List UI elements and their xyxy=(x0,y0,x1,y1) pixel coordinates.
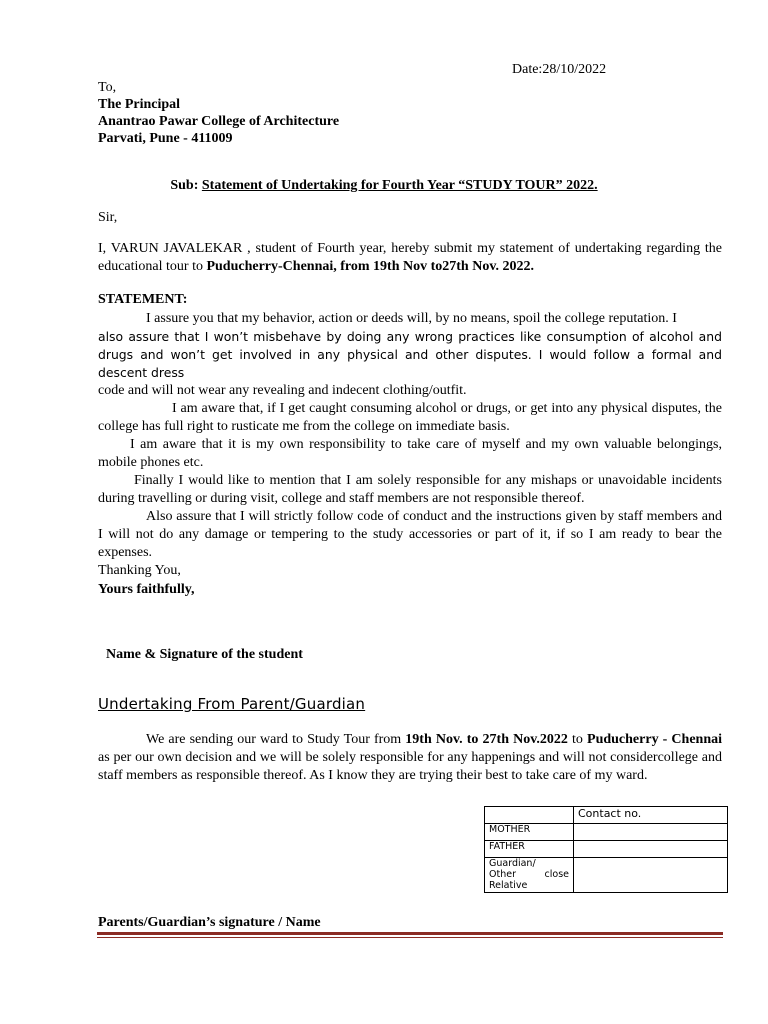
guardian-text-1: We are sending our ward to Study Tour from xyxy=(146,732,406,747)
statement-p1a: I assure you that my behavior, action or deeds will, by no means, spoil the college reputation. I xyxy=(146,311,677,326)
contact-header: Contact no. xyxy=(574,807,728,824)
intro-paragraph xyxy=(98,240,722,276)
letter-date: Date:28/10/2022 xyxy=(512,62,607,77)
guardian-label-close: close xyxy=(544,869,569,880)
college-city: Parvati, Pune - 411009 xyxy=(98,131,233,146)
guardian-label-line2 xyxy=(489,869,569,880)
parent-signature-label: Parents/Guardian’s signature / Name xyxy=(98,915,321,930)
guardian-label-line3: Relative xyxy=(489,880,528,891)
table-row xyxy=(485,858,728,893)
subject-line xyxy=(0,178,768,194)
guardian-dates: 19th Nov. to 27th Nov.2022 xyxy=(405,732,568,747)
statement-p5: Also assure that I will strictly follow code of conduct and the instructions given by staff members and I will not do any damage or tempering to the study accessories or part of it, if so I am ready to bear the expenses. xyxy=(98,509,722,560)
guardian-label-other: Other xyxy=(489,869,516,880)
guardian-text-2: to xyxy=(567,732,588,747)
addressee: The Principal xyxy=(98,97,181,112)
row-label-mother: MOTHER xyxy=(485,824,574,841)
subject-text: Statement of Undertaking for Fourth Year “STUDY TOUR” 2022. xyxy=(201,178,598,193)
yours-faithfully: Yours faithfully, xyxy=(98,582,195,597)
footer-rule-thin xyxy=(97,937,723,938)
table-cell xyxy=(485,807,574,824)
contact-table xyxy=(484,806,728,893)
salutation: Sir, xyxy=(98,210,118,225)
row-label-father: FATHER xyxy=(485,841,574,858)
statement-p2: I am aware that, if I get caught consuming alcohol or drugs, or get into any physical disputes, the college has full right to rusticate me from the college on immediate basis. xyxy=(98,401,722,434)
table-row xyxy=(485,824,728,841)
footer-rule-thick xyxy=(97,932,723,935)
student-signature-label: Name & Signature of the student xyxy=(106,647,303,662)
college-name: Anantrao Pawar College of Architecture xyxy=(98,114,340,129)
guardian-paragraph xyxy=(98,731,722,785)
table-row xyxy=(485,807,728,824)
row-label-guardian xyxy=(485,858,574,893)
subject-label: Sub: xyxy=(170,178,199,193)
statement-p1c: code and will not wear any revealing and indecent clothing/outfit. xyxy=(98,383,467,398)
guardian-label-line1: Guardian/ xyxy=(489,858,536,869)
intro-destination: Puducherry-Chennai, from 19th Nov to27th Nov. 2022. xyxy=(206,259,535,274)
statement-p3: I am aware that it is my own responsibility to take care of myself and my own valuable belongings, mobile phones etc. xyxy=(98,437,722,470)
contact-mother-input[interactable] xyxy=(574,824,728,841)
statement-body xyxy=(98,310,722,580)
to-line: To, xyxy=(98,80,117,95)
contact-father-input[interactable] xyxy=(574,841,728,858)
guardian-heading: Undertaking From Parent/Guardian xyxy=(98,695,366,713)
table-row xyxy=(485,841,728,858)
guardian-text-3: as per our own decision and we will be solely responsible for any happenings and will not considercollege and staff members as responsible thereof. As I know they are trying their best to take care of my ward. xyxy=(98,750,722,783)
statement-heading: STATEMENT: xyxy=(98,292,188,307)
intro-text: I, VARUN JAVALEKAR , student of Fourth year, hereby submit my statement of undertaking regarding the educational tour to xyxy=(98,241,722,274)
statement-p4: Finally I would like to mention that I am solely responsible for any mishaps or unavoidable incidents during travelling or during visit, college and staff members are not responsible thereof. xyxy=(98,473,722,506)
thanking-line: Thanking You, xyxy=(98,563,181,578)
recipient-address xyxy=(98,79,339,147)
statement-p1b: also assure that I won’t misbehave by doing any wrong practices like consumption of alcohol and drugs and won’t get involved in any physical and other disputes. I would follow a formal and descent dress xyxy=(98,329,722,380)
contact-guardian-input[interactable] xyxy=(574,858,728,893)
guardian-destination: Puducherry - Chennai xyxy=(587,732,723,747)
